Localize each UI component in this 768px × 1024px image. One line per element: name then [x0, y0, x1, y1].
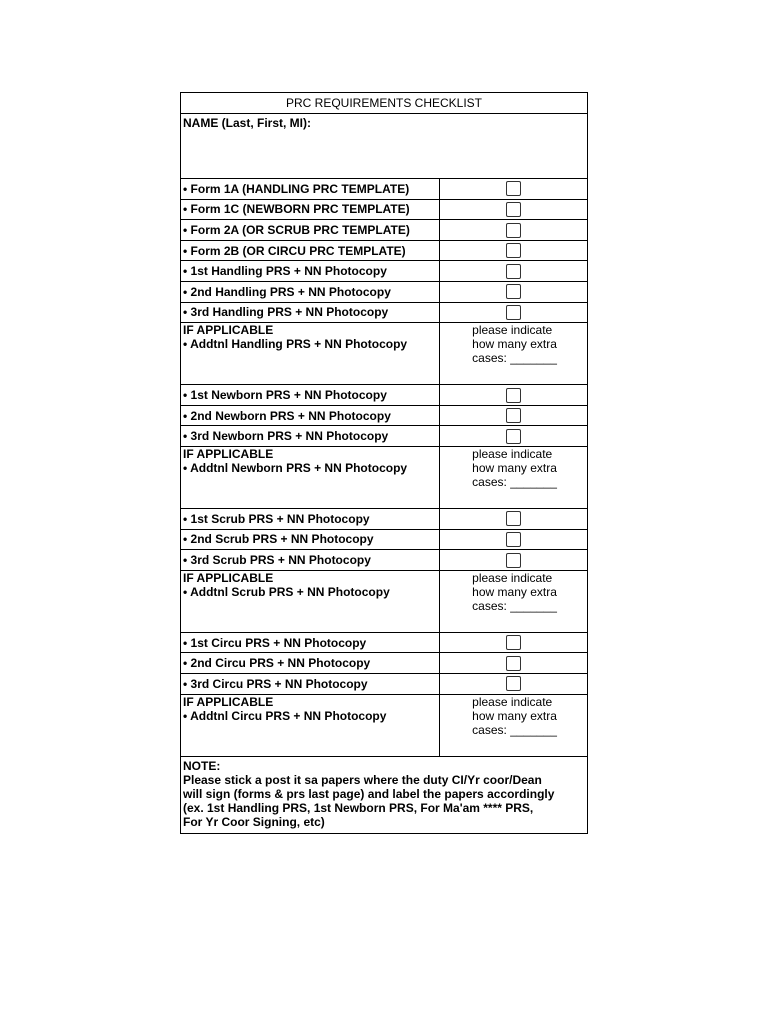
handling-1-checkbox[interactable]	[506, 264, 521, 279]
form-2b-checkbox[interactable]	[506, 243, 521, 258]
indicate-text: please indicate	[472, 570, 553, 585]
indicate-text: how many extra	[472, 460, 557, 475]
form-1a-checkbox[interactable]	[506, 181, 521, 196]
newborn-2-checkbox[interactable]	[506, 408, 521, 423]
cases-blank: cases: _______	[472, 598, 557, 613]
if-applicable-heading: IF APPLICABLE	[183, 694, 274, 709]
handling-1-label: • 1st Handling PRS + NN Photocopy	[181, 261, 440, 282]
circu-1-checkbox[interactable]	[506, 635, 521, 650]
circu-3-checkbox[interactable]	[506, 676, 521, 691]
if-applicable-heading: IF APPLICABLE	[183, 446, 274, 461]
newborn-3-label: • 3rd Newborn PRS + NN Photocopy	[181, 426, 440, 447]
newborn-1-checkbox[interactable]	[506, 388, 521, 403]
if-applicable-heading: IF APPLICABLE	[183, 570, 274, 585]
note-line: For Yr Coor Signing, etc)	[183, 814, 325, 829]
scrub-3-checkbox[interactable]	[506, 553, 521, 568]
circu-2-checkbox[interactable]	[506, 656, 521, 671]
circu-2-label: • 2nd Circu PRS + NN Photocopy	[181, 653, 440, 674]
newborn-extra-label	[181, 446, 440, 508]
note-line: Please stick a post it sa papers where the duty CI/Yr coor/Dean	[183, 772, 542, 787]
checklist-title: PRC REQUIREMENTS CHECKLIST	[181, 93, 588, 114]
indicate-text: how many extra	[472, 337, 557, 352]
form-2a-checkbox[interactable]	[506, 223, 521, 238]
indicate-text: how many extra	[472, 584, 557, 599]
scrub-extra-count-field[interactable]	[440, 570, 588, 632]
if-applicable-heading: IF APPLICABLE	[183, 323, 274, 338]
note-heading: NOTE:	[183, 758, 221, 773]
note-block	[181, 756, 588, 833]
circu-3-label: • 3rd Circu PRS + NN Photocopy	[181, 673, 440, 694]
newborn-1-label: • 1st Newborn PRS + NN Photocopy	[181, 385, 440, 406]
newborn-2-label: • 2nd Newborn PRS + NN Photocopy	[181, 405, 440, 426]
addtnl-newborn-label: • Addtnl Newborn PRS + NN Photocopy	[183, 460, 408, 475]
cases-blank: cases: _______	[472, 722, 557, 737]
handling-extra-label	[181, 323, 440, 385]
handling-extra-count-field[interactable]	[440, 323, 588, 385]
name-field-label: NAME (Last, First, MI):	[181, 114, 588, 179]
cases-blank: cases: _______	[472, 474, 557, 489]
indicate-text: please indicate	[472, 446, 553, 461]
note-line: will sign (forms & prs last page) and label the papers accordingly	[183, 786, 555, 801]
scrub-1-checkbox[interactable]	[506, 511, 521, 526]
addtnl-scrub-label: • Addtnl Scrub PRS + NN Photocopy	[183, 584, 390, 599]
scrub-2-checkbox[interactable]	[506, 532, 521, 547]
scrub-1-label: • 1st Scrub PRS + NN Photocopy	[181, 508, 440, 529]
newborn-extra-count-field[interactable]	[440, 446, 588, 508]
form-2a-label: • Form 2A (OR SCRUB PRC TEMPLATE)	[181, 220, 440, 241]
indicate-text: please indicate	[472, 323, 553, 338]
addtnl-circu-label: • Addtnl Circu PRS + NN Photocopy	[183, 708, 387, 723]
circu-extra-label	[181, 694, 440, 756]
scrub-2-label: • 2nd Scrub PRS + NN Photocopy	[181, 529, 440, 550]
form-1c-label: • Form 1C (NEWBORN PRC TEMPLATE)	[181, 199, 440, 220]
form-1a-label: • Form 1A (HANDLING PRC TEMPLATE)	[181, 179, 440, 200]
handling-2-label: • 2nd Handling PRS + NN Photocopy	[181, 281, 440, 302]
circu-1-label: • 1st Circu PRS + NN Photocopy	[181, 632, 440, 653]
prc-checklist-table	[180, 92, 588, 834]
form-1c-checkbox[interactable]	[506, 202, 521, 217]
handling-2-checkbox[interactable]	[506, 284, 521, 299]
cases-blank: cases: _______	[472, 351, 557, 366]
scrub-3-label: • 3rd Scrub PRS + NN Photocopy	[181, 550, 440, 571]
circu-extra-count-field[interactable]	[440, 694, 588, 756]
note-line: (ex. 1st Handling PRS, 1st Newborn PRS, For Ma'am **** PRS,	[183, 800, 534, 815]
handling-3-label: • 3rd Handling PRS + NN Photocopy	[181, 302, 440, 323]
indicate-text: please indicate	[472, 694, 553, 709]
newborn-3-checkbox[interactable]	[506, 429, 521, 444]
handling-3-checkbox[interactable]	[506, 305, 521, 320]
form-2b-label: • Form 2B (OR CIRCU PRC TEMPLATE)	[181, 240, 440, 261]
scrub-extra-label	[181, 570, 440, 632]
indicate-text: how many extra	[472, 708, 557, 723]
addtnl-handling-label: • Addtnl Handling PRS + NN Photocopy	[183, 337, 408, 352]
